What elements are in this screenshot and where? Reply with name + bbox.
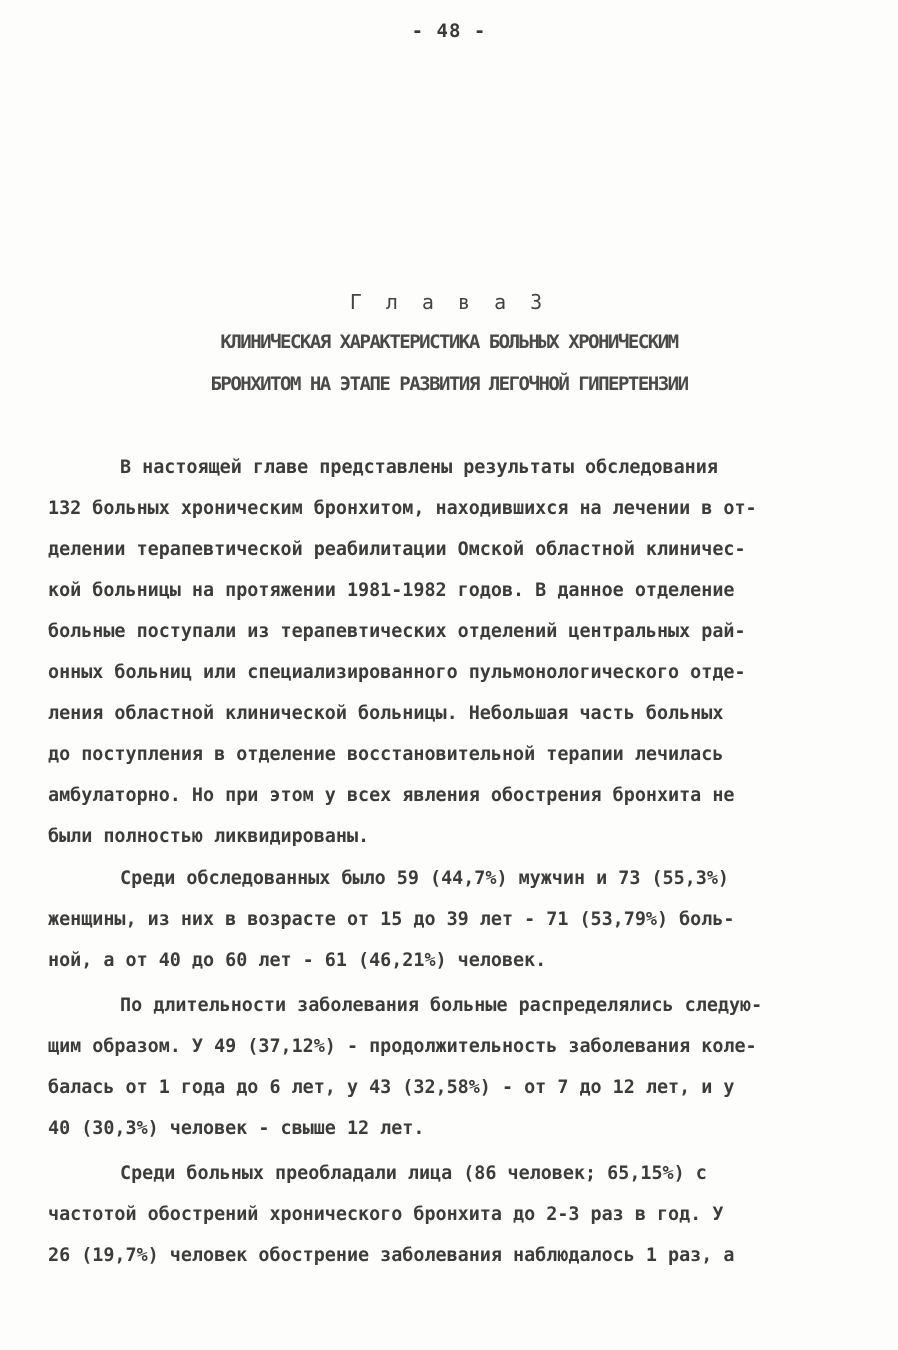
chapter-label: Г л а в а 3 <box>349 290 549 314</box>
paragraph-1-line-5: больные поступали из терапевтических отделений центральных рай- <box>48 621 746 642</box>
paragraph-2-line-3: ной, а от 40 до 60 лет - 61 (46,21%) человек. <box>48 950 547 971</box>
paragraph-4-line-3: 26 (19,7%) человек обострение заболевания наблюдалось 1 раз, а <box>48 1245 735 1266</box>
paragraph-1-line-4: кой больницы на протяжении 1981-1982 годов. В данное отделение <box>48 580 735 601</box>
paragraph-3-line-1: По длительности заболевания больные распределялись следую- <box>120 995 763 1016</box>
paragraph-3-line-2: щим образом. У 49 (37,12%) - продолжительность заболевания коле- <box>48 1036 757 1057</box>
paragraph-1-line-1: В настоящей главе представлены результаты обследования <box>120 457 718 478</box>
chapter-title-line-2: БРОНХИТОМ НА ЭТАПЕ РАЗВИТИЯ ЛЕГОЧНОЙ ГИПЕРТЕНЗИИ <box>210 373 688 395</box>
chapter-title-line-1: КЛИНИЧЕСКАЯ ХАРАКТЕРИСТИКА БОЛЬНЫХ ХРОНИЧЕСКИМ <box>220 331 678 353</box>
paragraph-1-line-8: до поступления в отделение восстановительной терапии лечилась <box>48 744 724 765</box>
paragraph-3-line-4: 40 (30,3%) человек - свыше 12 лет. <box>48 1118 425 1139</box>
paragraph-3-line-3: балась от 1 года до 6 лет, у 43 (32,58%) - от 7 до 12 лет, и у <box>48 1077 735 1098</box>
paragraph-4-line-2: частотой обострений хронического бронхита до 2-3 раз в год. У <box>48 1204 724 1225</box>
paragraph-4-line-1: Среди больных преобладали лица (86 человек; 65,15%) с <box>120 1163 707 1184</box>
paragraph-2-line-1: Среди обследованных было 59 (44,7%) мужчин и 73 (55,3%) <box>120 868 729 889</box>
paragraph-1-line-9: амбулаторно. Но при этом у всех явления обострения бронхита не <box>48 785 735 806</box>
paragraph-2-line-2: женщины, из них в возрасте от 15 до 39 лет - 71 (53,79%) боль- <box>48 909 735 930</box>
paragraph-1-line-2: 132 больных хроническим бронхитом, находившихся на лечении в от- <box>48 498 757 519</box>
paragraph-1-line-6: онных больниц или специализированного пульмонологического отде- <box>48 662 746 683</box>
paragraph-1-line-7: ления областной клинической больницы. Небольшая часть больных <box>48 703 724 724</box>
paragraph-1-line-10: были полностью ликвидированы. <box>48 826 370 847</box>
page-number: - 48 - <box>411 20 487 42</box>
paragraph-1-line-3: делении терапевтической реабилитации Омской областной клиничес- <box>48 539 746 560</box>
